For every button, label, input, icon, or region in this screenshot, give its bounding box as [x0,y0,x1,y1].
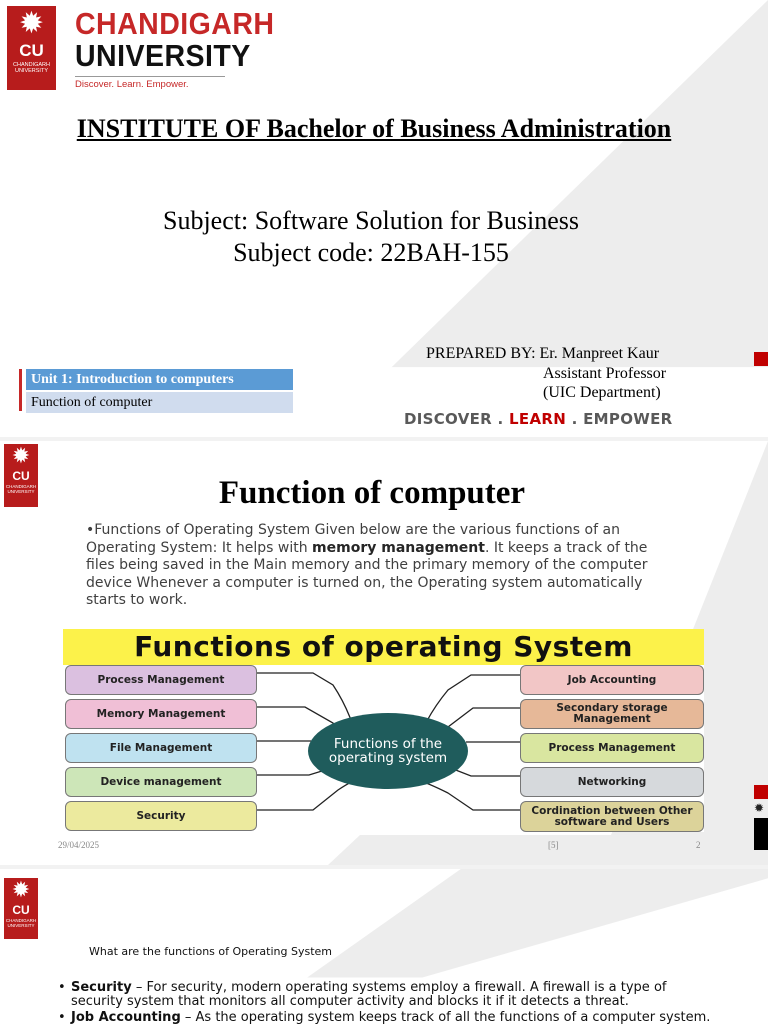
subject-title: Subject: Software Solution for Business [163,206,579,235]
right-function-box: Networking [520,767,704,797]
university-logo [7,6,56,90]
motto-empower: EMPOWER [583,410,673,428]
list-item [58,981,718,1008]
gear-emblem-icon: ✹ [18,6,45,41]
paragraph-emphasis: memory management [312,539,485,556]
unit-accent-bar [19,369,22,411]
right-function-box: Cordination between Other software and Users [520,801,704,832]
motto [404,410,673,428]
list-item [58,1011,718,1024]
slide-paragraph [86,522,656,610]
left-function-box: Device management [65,767,257,797]
department: (UIC Department) [543,384,661,401]
right-function-box: Process Management [520,733,704,763]
logo-caption: CHANDIGARH UNIVERSITY [13,62,50,74]
motto-separator: . [566,410,584,428]
corner-gear-icon: ✹ [754,801,765,815]
brand-wordmark [75,8,292,90]
brand-name-line1: CHANDIGARH [75,6,275,41]
unit-topic: Function of computer [26,392,293,413]
motto-learn: LEARN [509,410,567,428]
slide-logo [4,878,38,939]
left-function-box: Process Management [65,665,257,695]
gear-emblem-icon: ✹ [11,878,31,903]
left-function-box: Security [65,801,257,831]
paragraph-text: . It keeps a track of the files being saved in the Main memory and the primary memory of the computer device Whenever a computer is turned on, the Operating system automatically starts to work. [86,539,648,608]
slide-caption: What are the functions of Operating System [89,945,333,958]
brand-tagline: Discover. Learn. Empower. [75,79,189,90]
brand-divider [75,76,225,77]
gear-emblem-icon: ✹ [11,444,31,469]
content-slide [0,441,768,865]
connector-line [415,779,520,810]
prepared-by: PREPARED BY: Er. Manpreet Kaur [426,345,660,362]
footer-reference: [5] [548,840,559,850]
corner-accent [754,785,768,799]
footer-date: 29/04/2025 [58,840,100,850]
os-functions-diagram [63,629,704,832]
paragraph-text: •Functions of Operating System Given below are the various functions of an Operating System: It helps with [86,522,620,556]
list-item-text: – For security, modern operating systems employ a firewall. A firewall is a type of security system that monitors all computer activity and blocks it if it detects a threat. [71,980,667,1009]
right-function-box: Secondary storage Management [520,699,704,729]
logo-caption: CHANDIGARH UNIVERSITY [5,918,37,928]
diagram-title: Functions of operating System [63,629,704,665]
prepared-by-block [426,344,666,403]
footer-page-number: 2 [696,840,701,850]
list-item-term: Job Accounting [71,1010,181,1024]
list-item-text: – As the operating system keeps track of all the functions of a computer system. [180,1010,711,1024]
list-item-term: Security [71,980,132,995]
content-slide [0,869,768,1024]
footer-band [0,835,768,865]
corner-accent [754,352,768,366]
left-function-box: File Management [65,733,257,763]
motto-separator: . [492,410,510,428]
left-function-box: Memory Management [65,699,257,729]
subject-code: Subject code: 22BAH-155 [233,238,509,267]
motto-discover: DISCOVER [404,410,492,428]
logo-caption: CHANDIGARH UNIVERSITY [5,484,37,494]
subject-block [0,205,742,269]
logo-cu-text: CU [12,903,30,917]
institute-heading: INSTITUTE OF Bachelor of Business Administration [76,114,672,143]
functions-list [58,981,718,1024]
unit-header: Unit 1: Introduction to computers [26,369,293,390]
slide-title: Function of computer [218,475,526,511]
designation: Assistant Professor [543,364,667,382]
brand-name-line2: UNIVERSITY [75,38,251,73]
title-slide [0,0,768,437]
logo-cu-text: CU [19,41,44,60]
right-function-box: Job Accounting [520,665,704,695]
diagram-hub: Functions of the operating system [308,713,468,789]
corner-block [754,818,768,850]
logo-cu-text: CU [12,469,30,483]
